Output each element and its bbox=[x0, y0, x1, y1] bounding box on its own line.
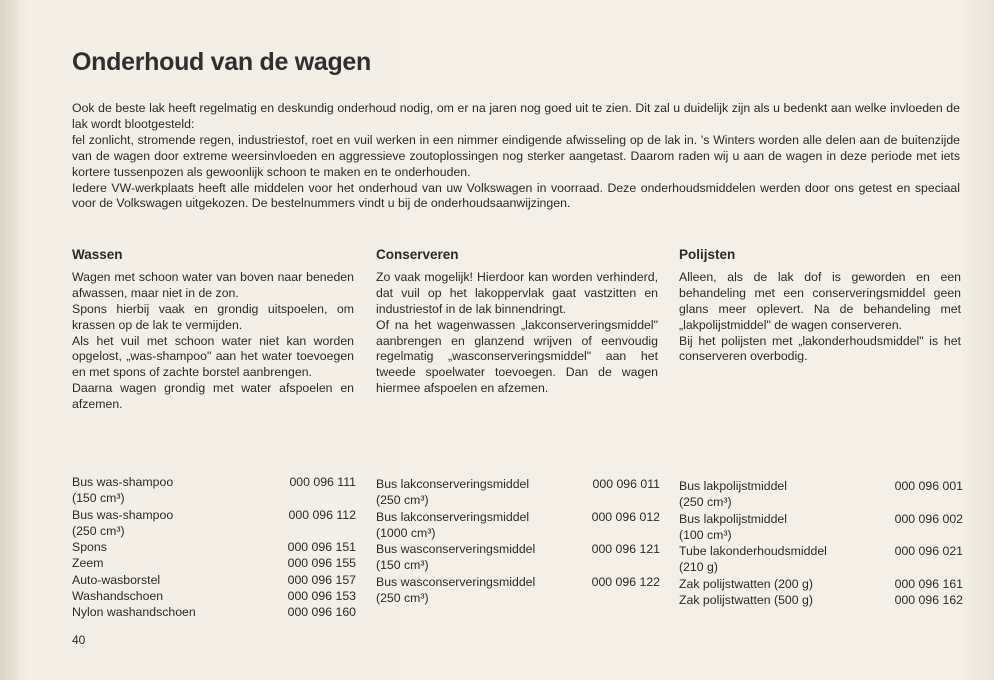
intro-paragraph: Ook de beste lak heeft regelmatig en deskundig onderhoud nodig, om er na jaren nog goed uit te zien. Dit zal u duidelijk zijn als u bedenkt aan welke invloeden de lak wordt blootgesteld: bbox=[72, 101, 960, 131]
section-conserveren bbox=[376, 247, 658, 397]
part-name: Tube lakonderhoudsmiddel bbox=[679, 544, 827, 559]
part-number: 000 096 121 bbox=[591, 542, 660, 557]
part-name: Bus wasconserveringsmiddel bbox=[376, 574, 536, 589]
parts-row bbox=[72, 604, 356, 620]
parts-row bbox=[376, 476, 660, 509]
part-number: 000 096 153 bbox=[287, 589, 356, 604]
intro-paragraph: Iedere VW-werkplaats heeft alle middelen voor het onderhoud van uw Volkswagen in voorraad. Deze onderhoudsmiddelen werden door ons getest en speciaal voor de Volkswagen uitgekozen. De bestelnummers vindt u bij de onderhoudsaanwijzingen. bbox=[72, 180, 960, 211]
parts-row bbox=[72, 555, 356, 571]
section-paragraph: Spons hierbij vaak en grondig uitspoelen, om krassen op de lak te vermijden. bbox=[72, 301, 354, 332]
part-name: Spons bbox=[72, 540, 107, 555]
section-paragraph: Alleen, als de lak dof is geworden en een behandeling met een conserveringsmiddel geen glans meer oplevert. Na de behandeling met „lakpolijstmiddel" de wagen conserveren. bbox=[679, 269, 961, 332]
parts-list-wassen bbox=[72, 474, 356, 621]
part-number: 000 096 160 bbox=[287, 605, 356, 620]
part-name: Auto-wasborstel bbox=[72, 572, 161, 587]
section-heading: Wassen bbox=[72, 247, 123, 262]
section-paragraph: Als het vuil met schoon water niet kan worden opgelost, „was-shampoo" aan het water toevoegen en met spons of zachte borstel aanbrengen. bbox=[72, 333, 354, 380]
part-number: 000 096 161 bbox=[894, 576, 963, 591]
intro-paragraph: fel zonlicht, stromende regen, industriestof, roet en vuil werken in een nimmer eindigende afwisseling op de lak in. 's Winters worden alle delen aan de buitenzijde van de wagen door extreme weersinvloeden en aggressieve zoutoplossingen nog sterker aangetast. Daarom raden wij u aan de wagen in deze periode met iets kortere tussenpozen als gewoonlijk schoon te maken en te onderhouden. bbox=[72, 132, 960, 179]
parts-list-polijsten bbox=[679, 478, 963, 608]
part-size: (250 cm³) bbox=[376, 493, 429, 508]
part-name: Bus lakconserveringsmiddel bbox=[376, 477, 530, 491]
part-number: 000 096 011 bbox=[592, 477, 660, 491]
part-number: 000 096 001 bbox=[894, 479, 963, 493]
section-paragraph: Of na het wagenwassen „lakconserveringsmiddel" aanbrengen en glanzend wrijven of eenvoudig regelmatig „wasconserveringsmiddel" aan het tweede spoelwater toevoegen. Dan de wagen hiermee afspoelen en afzemen. bbox=[376, 317, 658, 396]
parts-row bbox=[376, 541, 660, 574]
page-title: Onderhoud van de wagen bbox=[72, 48, 371, 76]
section-polijsten bbox=[679, 247, 961, 365]
parts-row bbox=[72, 474, 356, 507]
part-size: (1000 cm³) bbox=[376, 525, 436, 540]
part-name: Bus lakpolijstmiddel bbox=[679, 511, 787, 526]
section-paragraph: Wagen met schoon water van boven naar beneden afwassen, maar niet in de zon. bbox=[72, 269, 354, 300]
part-number: 000 096 112 bbox=[288, 507, 356, 522]
part-size: (150 cm³) bbox=[72, 491, 125, 506]
intro-text bbox=[72, 101, 960, 212]
part-number: 000 096 157 bbox=[287, 572, 356, 587]
parts-row bbox=[679, 478, 963, 511]
part-size: (250 cm³) bbox=[376, 591, 429, 606]
part-name: Zak polijstwatten (500 g) bbox=[679, 593, 813, 608]
section-paragraph: Zo vaak mogelijk! Hierdoor kan worden verhinderd, dat vuil op het lakoppervlak gaat vastzitten en industriestof in de lak binnendringt. bbox=[376, 269, 658, 316]
part-size: (150 cm³) bbox=[376, 558, 429, 573]
part-name: Bus was-shampoo bbox=[72, 507, 174, 522]
part-number: 000 096 002 bbox=[894, 511, 963, 526]
part-number: 000 096 021 bbox=[894, 544, 963, 559]
part-name: Bus lakpolijstmiddel bbox=[679, 479, 787, 493]
parts-row bbox=[376, 574, 660, 607]
parts-row bbox=[72, 588, 356, 604]
parts-list-conserveren bbox=[376, 476, 660, 606]
part-size: (100 cm³) bbox=[679, 527, 732, 542]
part-number: 000 096 162 bbox=[894, 593, 963, 608]
part-name: Zeem bbox=[72, 556, 104, 571]
section-heading: Conserveren bbox=[376, 247, 459, 262]
part-number: 000 096 111 bbox=[289, 475, 356, 489]
part-number: 000 096 151 bbox=[287, 540, 356, 555]
part-number: 000 096 155 bbox=[287, 556, 356, 571]
parts-row bbox=[679, 576, 963, 592]
parts-row bbox=[679, 543, 963, 576]
section-paragraph: Daarna wagen grondig met water afspoelen en afzemen. bbox=[72, 381, 354, 412]
part-number: 000 096 122 bbox=[591, 574, 660, 589]
parts-row bbox=[72, 539, 356, 555]
section-paragraph: Bij het polijsten met „lakonderhoudsmiddel" is het conserveren overbodig. bbox=[679, 333, 961, 364]
part-number: 000 096 012 bbox=[591, 509, 660, 524]
part-name: Bus was-shampoo bbox=[72, 475, 174, 489]
parts-row bbox=[72, 507, 356, 540]
part-name: Zak polijstwatten (200 g) bbox=[679, 576, 813, 591]
part-size: (210 g) bbox=[679, 560, 718, 575]
parts-row bbox=[679, 511, 963, 544]
parts-row bbox=[376, 509, 660, 542]
parts-row bbox=[72, 572, 356, 588]
part-name: Bus lakconserveringsmiddel bbox=[376, 509, 530, 524]
section-wassen bbox=[72, 247, 354, 413]
part-size: (250 cm³) bbox=[72, 523, 125, 538]
page-number: 40 bbox=[72, 633, 86, 647]
part-name: Nylon washandschoen bbox=[72, 605, 196, 620]
page-gutter bbox=[0, 0, 18, 680]
part-name: Washandschoen bbox=[72, 589, 164, 604]
parts-row bbox=[679, 592, 963, 608]
section-heading: Polijsten bbox=[679, 247, 736, 262]
part-size: (250 cm³) bbox=[679, 495, 732, 510]
part-name: Bus wasconserveringsmiddel bbox=[376, 542, 536, 557]
